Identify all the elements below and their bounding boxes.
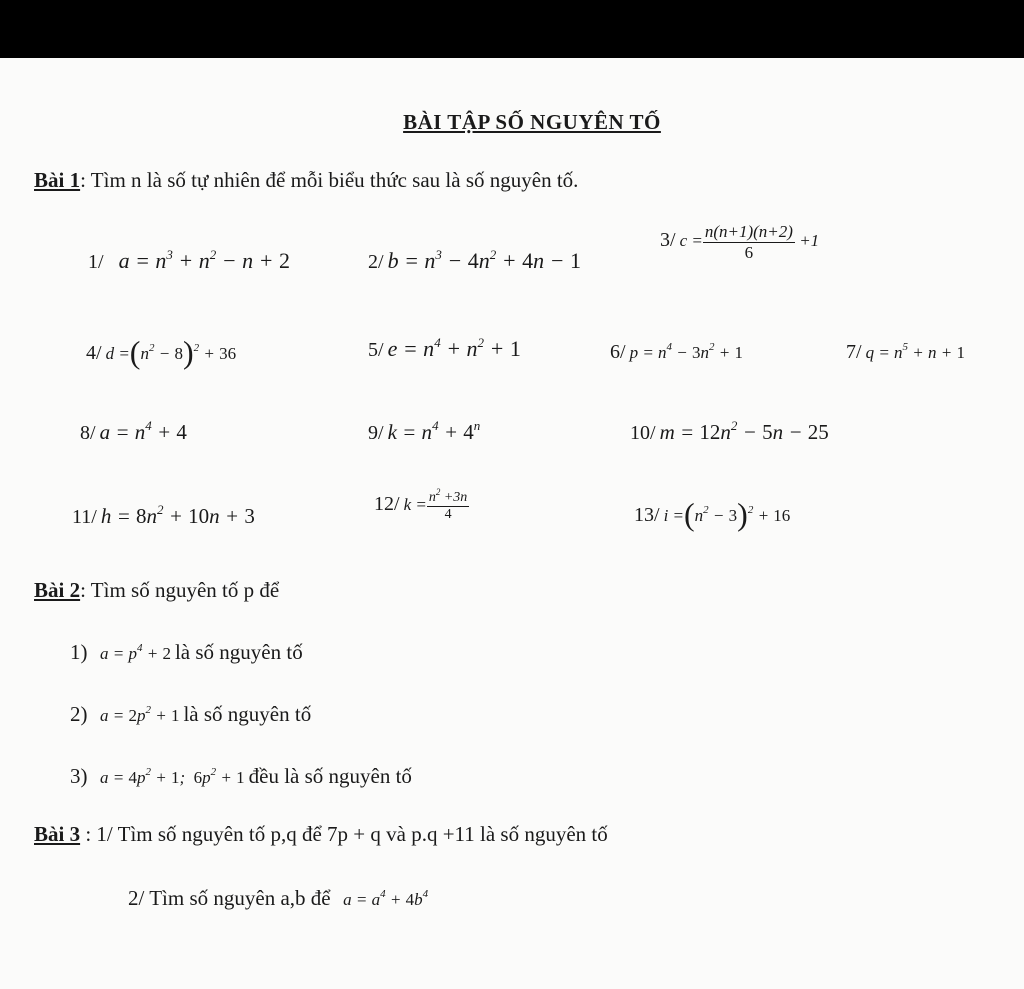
item-number: 1) xyxy=(70,640,88,664)
item-number: 5/ xyxy=(368,339,384,361)
item-text: đều là số nguyên tố xyxy=(248,764,412,788)
expr-1: 1/ $a = n^3 + n^2 - n + 2$ xyxy=(88,247,290,273)
item-number: 4/ xyxy=(86,342,102,364)
expr-11: 11/ $h = 8n^2 + 10n + 3$ xyxy=(72,502,255,528)
expr-12: 12/ k = $\frac{n^2 +3n}{4}$ xyxy=(374,487,468,522)
item-number: 2/ xyxy=(368,251,384,273)
expr-10: 10/ $m = 12n^2 - 5n - 25$ xyxy=(630,418,829,444)
item-number: 9/ xyxy=(368,422,384,444)
exercise-3-text: : 1/ Tìm số nguyên tố p,q để 7p + q và p.q +11 là số nguyên tố xyxy=(80,822,608,846)
exercise-2-item-1: 1) $a = p^4 + 2$ là số nguyên tố xyxy=(70,640,303,664)
exercise-1-heading xyxy=(34,168,578,193)
exercise-2-label: Bài 2 xyxy=(34,578,81,602)
exercise-3-subtask: 2/ Tìm số nguyên a,b để xyxy=(128,886,331,910)
item-number: 1/ xyxy=(88,251,104,273)
item-number: 13/ xyxy=(634,504,660,526)
item-number: 3/ xyxy=(660,229,676,252)
exercise-2-item-2: 2) $a = 2p^2 + 1$ là số nguyên tố xyxy=(70,702,312,726)
expr-3: 3/ c = $\frac{n(n+1)(n+2)}{6}$ +1 xyxy=(660,222,820,262)
item-text: là số nguyên tố xyxy=(183,702,312,726)
item-number: 11/ xyxy=(72,506,97,528)
exercise-2-item-3: 3) $a = 4p^2 + 1$; $6p^2 + 1$ đều là số nguyên tố xyxy=(70,764,412,788)
item-number: 7/ xyxy=(846,341,862,363)
expr-13: 13/ $i =(n^2 - 3)^2 + 16$ xyxy=(634,496,791,532)
item-number: 2) xyxy=(70,702,88,726)
top-black-bar xyxy=(0,0,1024,58)
item-number: 3) xyxy=(70,764,88,788)
item-number: 10/ xyxy=(630,422,656,444)
exercise-3-line-1 xyxy=(34,822,608,847)
expr-5: 5/ $e = n^4 + n^2 + 1$ xyxy=(368,335,521,361)
exercise-3-label: Bài 3 xyxy=(34,822,81,846)
page-title: BÀI TẬP SỐ NGUYÊN TỐ xyxy=(403,110,661,134)
exercise-3-line-2: 2/ Tìm số nguyên a,b để $a = a^4 + 4b^4$ xyxy=(128,886,429,910)
item-number: 8/ xyxy=(80,422,96,444)
expr-4: 4/ $d =(n^2 - 8)^2 + 36$ xyxy=(86,334,237,370)
item-text: là số nguyên tố xyxy=(174,640,303,664)
item-number: 12/ xyxy=(374,493,400,516)
exercise-1-label: Bài 1 xyxy=(34,168,81,192)
exercise-1-text: : Tìm n là số tự nhiên để mỗi biểu thức sau là số nguyên tố. xyxy=(80,168,579,192)
expr-2: 2/ $b = n^3 - 4n^2 + 4n - 1$ xyxy=(368,247,581,273)
expr-7: 7/ $q = n^5 + n + 1$ xyxy=(846,341,965,363)
expr-9: 9/ $k = n^4 + 4^n$ xyxy=(368,418,481,444)
expr-8: 8/ $a = n^4 + 4$ xyxy=(80,418,187,444)
exercise-2-text: : Tìm số nguyên tố p để xyxy=(80,578,280,602)
exercise-2-heading xyxy=(34,578,279,603)
item-number: 6/ xyxy=(610,341,626,363)
expr-6: 6/ $p = n^4 - 3n^2 + 1$ xyxy=(610,341,744,363)
